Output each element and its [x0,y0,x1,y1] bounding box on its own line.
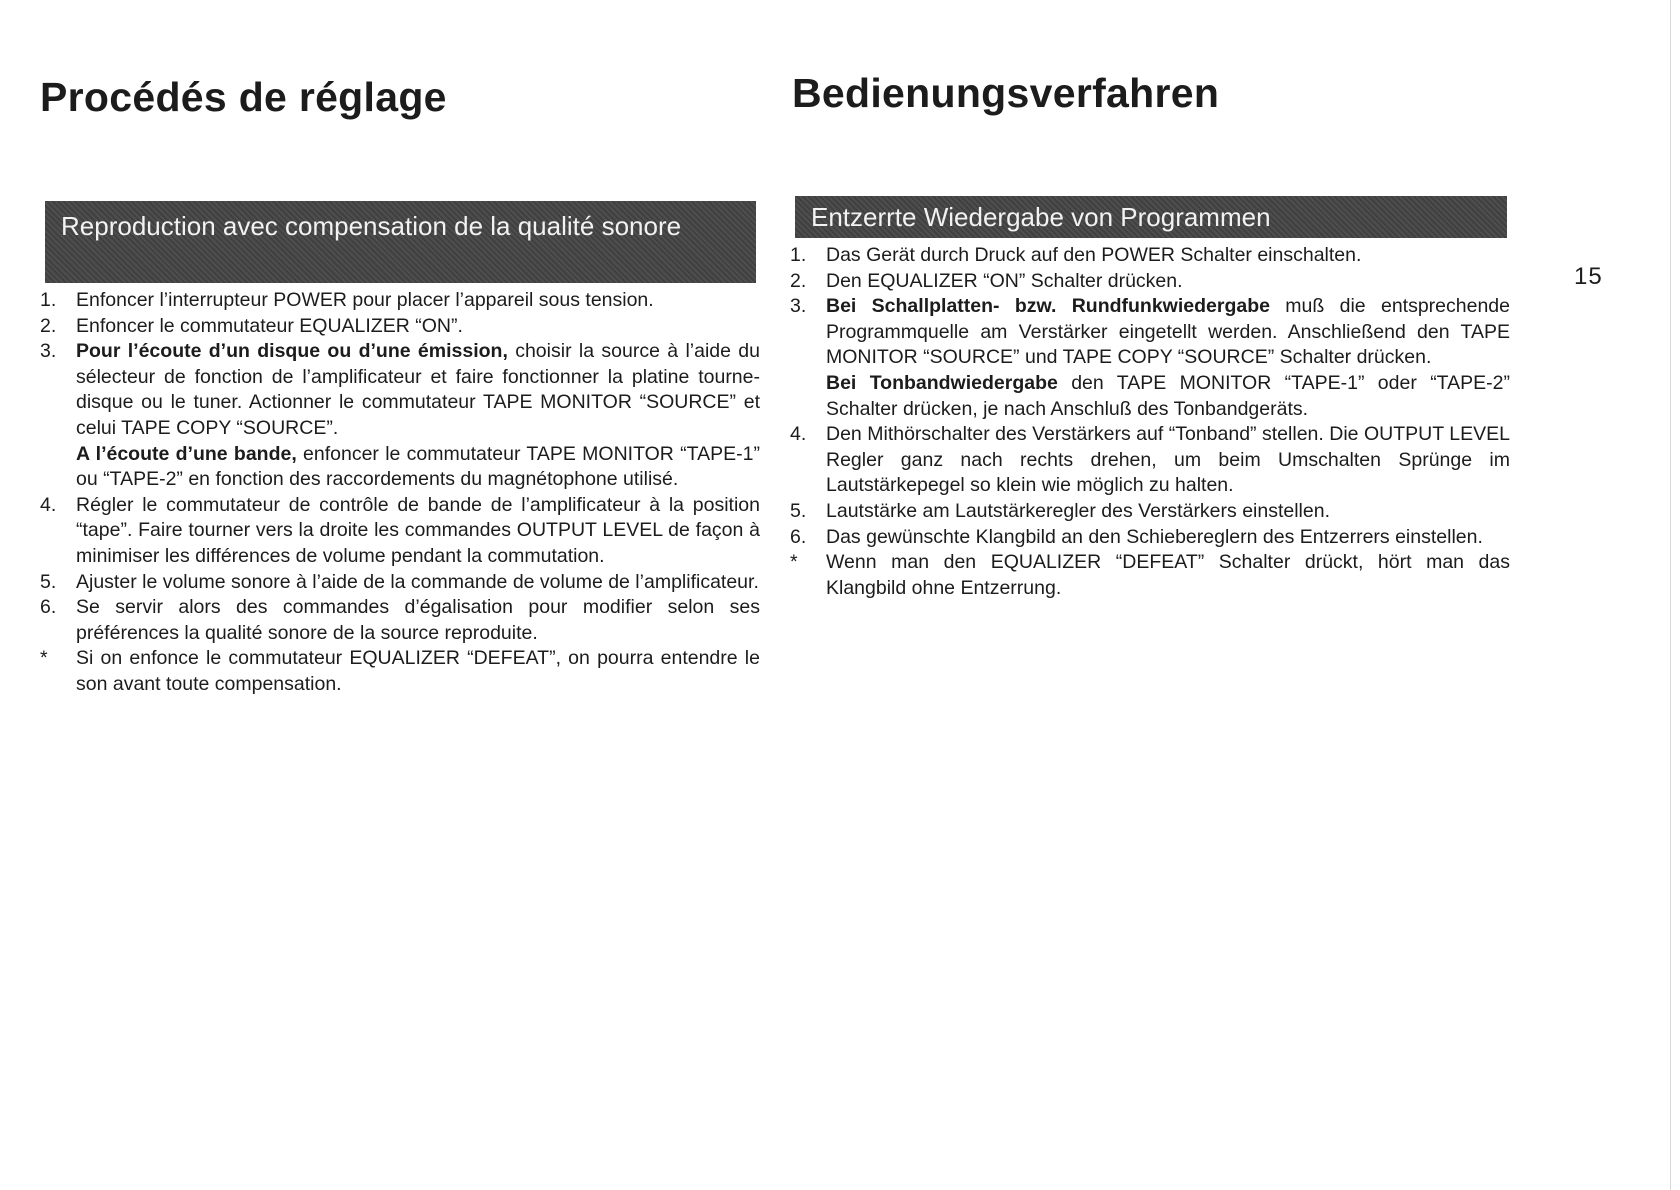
sub-paragraph [826,371,1510,422]
item-number: 4. [790,423,807,446]
list-item [790,550,1510,601]
item-number: 3. [40,340,57,363]
item-number: 2. [790,269,807,292]
list-item [790,525,1510,551]
item-text: Lautstärke am Lautstärkeregler des Verstärkers einstellen. [826,499,1331,522]
item-text: Régler le commutateur de contrôle de bande de l’amplificateur à la position “tape”. Faire tourner vers la droite les commandes OUTPUT LEVEL de façon à minimiser les différences de volume pendant la commutation. [76,493,760,567]
list-item [40,314,760,340]
item-number: 5. [790,499,807,522]
item-text: Den Mithörschalter des Verstärkers auf “Tonband” stellen. Die OUTPUT LEVEL Regler ganz nach rechts drehen, um beim Umschalten Sprünge im Lautstärkepegel so klein wie möglich zu halten. [826,423,1510,497]
item-number: * [40,647,48,670]
item-number: 1. [40,289,57,311]
list-item [40,595,760,646]
page-edge-divider [1670,0,1671,1190]
list-item [40,570,760,596]
section-heading-fr: Reproduction avec compensation de la qualité sonore [45,201,756,283]
item-text [826,295,1510,422]
item-number: * [790,551,798,574]
list-item [40,288,760,314]
item-text: Ajuster le volume sonore à l’aide de la commande de volume de l’amplificateur. [76,570,759,593]
page-number: 15 [1574,263,1603,290]
page-title-de: Bedienungsverfahren [792,70,1220,116]
item-text: Enfoncer le commutateur EQUALIZER “ON”. [76,314,463,337]
list-item [790,294,1510,422]
item-body: choisir la source à l’aide du sélecteur de fonction de l’amplificateur et faire fonctionner la platine tourne-disque ou le tuner. Actionner le commutateur TAPE MONITOR “SOURCE” et celui TAPE COPY “SOURCE”. [76,340,760,439]
bold-lead: A l’écoute d’une bande, [76,442,297,465]
section-heading-de: Entzerrte Wiedergabe von Programmen [795,196,1507,238]
list-item [790,269,1510,295]
list-item [40,646,760,697]
item-number: 3. [790,295,807,318]
item-body: den TAPE MONITOR “TAPE-1” oder “TAPE-2” Schalter drücken, je nach Anschluß des Tonbandgeräts. [826,371,1510,420]
bold-lead: Bei Schallplatten- bzw. Rundfunkwiedergabe [826,295,1270,318]
sub-paragraph [76,442,760,493]
item-text [76,340,760,493]
list-item [40,339,760,493]
list-item [790,243,1510,269]
bold-lead: Bei Tonbandwiedergabe [826,371,1058,394]
list-item [790,422,1510,499]
item-number: 5. [40,570,57,593]
item-text: Das gewünschte Klangbild an den Schiebereglern des Entzerrers einstellen. [826,525,1483,548]
bold-lead: Pour l’écoute d’un disque ou d’une émission, [76,340,508,363]
item-number: 6. [40,596,57,619]
item-number: 6. [790,525,807,548]
list-item [40,493,760,570]
item-body: enfoncer le commutateur TAPE MONITOR “TAPE-1” ou “TAPE-2” en fonction des raccordements du magnétophone utilisé. [76,442,760,491]
item-text: Den EQUALIZER “ON” Schalter drücken. [826,269,1183,292]
item-number: 4. [40,493,57,516]
item-text: Das Gerät durch Druck auf den POWER Schalter einschalten. [826,244,1362,266]
item-text: Si on enfonce le commutateur EQUALIZER “DEFEAT”, on pourra entendre le son avant toute compensation. [76,647,760,695]
item-text: Wenn man den EQUALIZER “DEFEAT” Schalter drückt, hört man das Klangbild ohne Entzerrung. [826,551,1510,599]
item-number: 1. [790,244,807,266]
item-number: 2. [40,314,57,337]
item-text: Se servir alors des commandes d’égalisation pour modifier selon ses préférences la qualité sonore de la source reproduite. [76,596,760,644]
page-title-fr: Procédés de réglage [40,74,447,120]
instruction-list-de [790,243,1510,601]
list-item [790,499,1510,525]
instruction-list-fr [40,288,760,698]
item-body: muß die entsprechende Programmquelle am Verstärker eingetellt werden. Anschließend den TAPE MONITOR “SOURCE” und TAPE COPY “SOURCE” Schalter drücken. [826,295,1510,369]
item-text: Enfoncer l’interrupteur POWER pour placer l’appareil sous tension. [76,289,654,311]
